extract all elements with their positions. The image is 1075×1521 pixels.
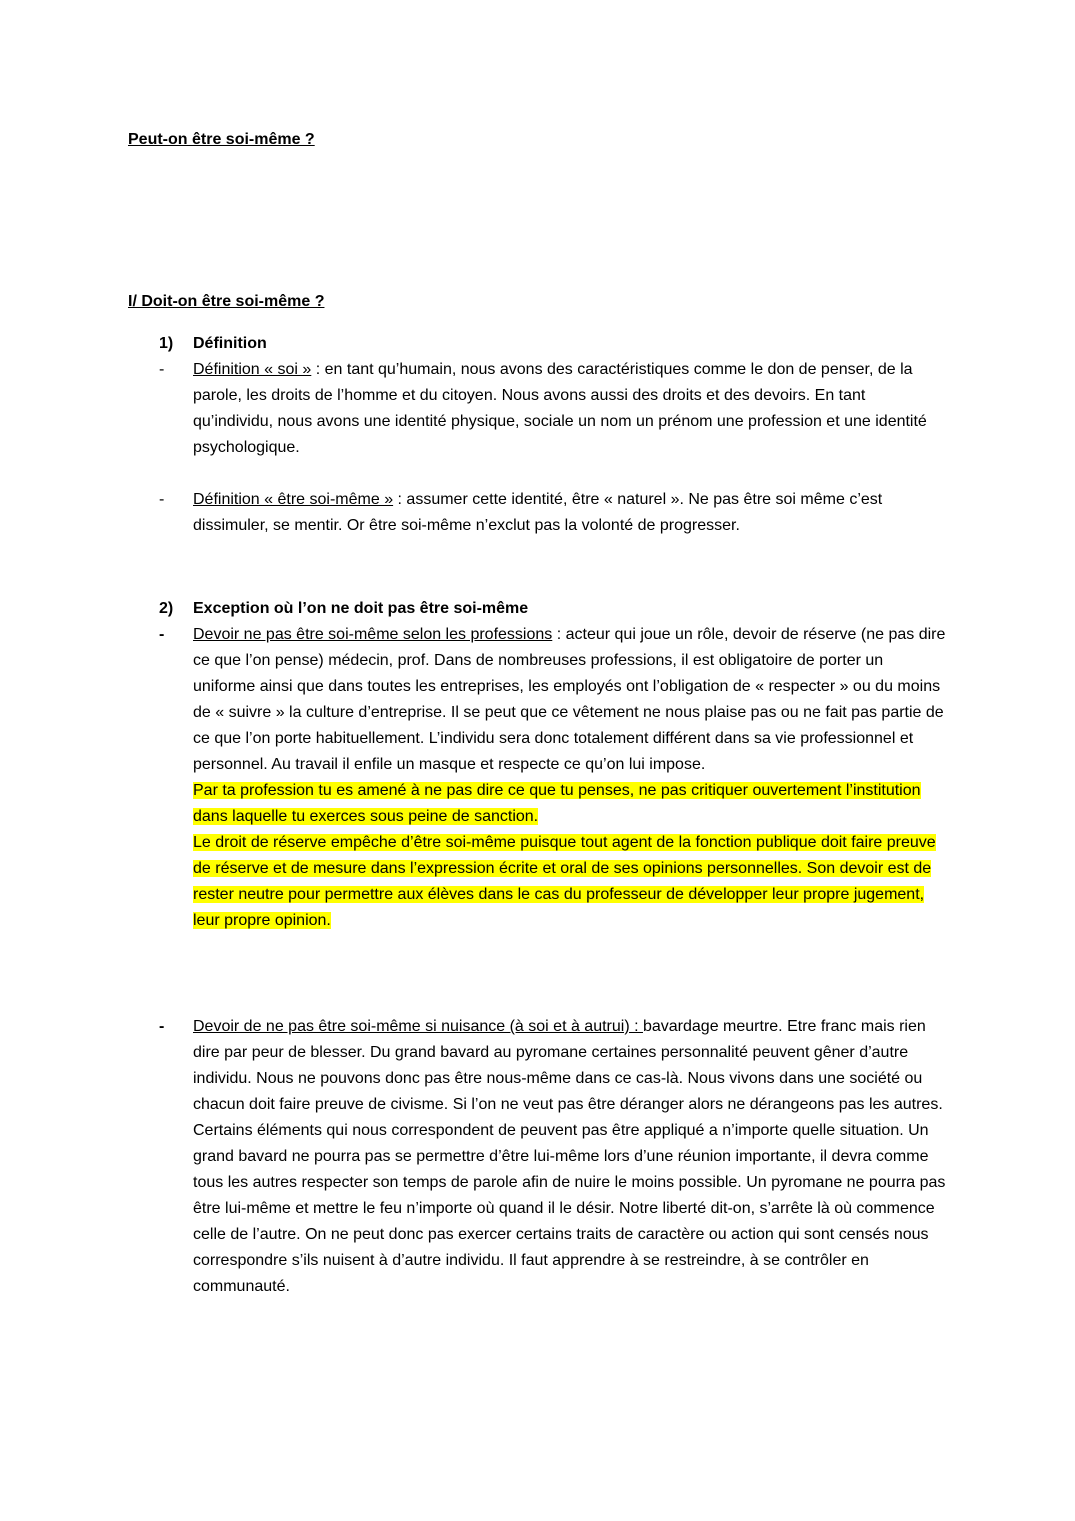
- part-2-item-2: [128, 1014, 948, 1300]
- highlighted-text-2: Le droit de réserve empêche d’être soi-même puisque tout agent de la fonction publique doit faire preuve de réserve et de mesure dans l’expression écrite et oral de ses opinions personnelles. Son devoir est de rester neutre pour permettre aux élèves dans le cas du professeur de développer leur propre jugement, leur propre opinion.: [193, 834, 936, 929]
- item-text: : en tant qu’humain, nous avons des caractéristiques comme le don de penser, de la parole, les droits de l’homme et du citoyen. Nous avons aussi des droits et des devoirs. En tant qu’individu, nous avons une identité physique, sociale un nom un prénom une profession et une identité psychologique.: [193, 361, 927, 456]
- part-1-item-1: [128, 357, 948, 461]
- bullet-dash: -: [159, 361, 165, 378]
- part-2-heading: Exception où l’on ne doit pas être soi-même: [193, 600, 529, 617]
- bullet-dash: -: [159, 1018, 165, 1035]
- part-2: [128, 596, 948, 934]
- item-label: Définition « soi »: [193, 361, 312, 378]
- part-2-second: [128, 1014, 948, 1300]
- item-label: Définition « être soi-même »: [193, 491, 394, 508]
- item-text: : acteur qui joue un rôle, devoir de réserve (ne pas dire ce que l’on pense) médecin, prof. Dans de nombreuses professions, il est obligatoire de porter un uniforme ainsi que dans toutes les entreprises, les employés ont l’obligation de « respecter » ou du moins de « suivre » la culture d’entreprise. Il se peut que ce vêtement ne nous plaise pas ou ne fait pas partie de ce que l’on porte habituellement. L’individu sera donc totalement différent dans sa vie professionnel et personnel. Au travail il enfile un masque et respecte ce qu’on lui impose.: [193, 626, 946, 773]
- bullet-dash: -: [159, 491, 165, 508]
- document-title: Peut-on être soi-même ?: [128, 131, 315, 148]
- spacer: [128, 461, 948, 487]
- part-2-item-1: [128, 622, 948, 934]
- part-2-heading-row: [128, 596, 948, 622]
- part-1-item-2: [128, 487, 948, 539]
- item-label: Devoir de ne pas être soi-même si nuisance (à soi et à autrui) :: [193, 1018, 643, 1035]
- item-text: : assumer cette identité, être « naturel ». Ne pas être soi même c’est dissimuler, se mentir. Or être soi-même n’exclut pas la volonté de progresser.: [193, 491, 883, 534]
- part-1: [128, 331, 948, 539]
- part-1-heading: Définition: [193, 335, 267, 352]
- bullet-dash: -: [159, 626, 165, 643]
- part-2-number: 2): [159, 600, 174, 617]
- part-1-number: 1): [159, 335, 174, 352]
- item-text: bavardage meurtre. Etre franc mais rien dire par peur de blesser. Du grand bavard au pyromane certaines personnalité peuvent gêner d’autre individu. Nous ne pouvons donc pas être nous-même dans ce cas-là. Nous vivons dans une société ou chacun doit faire preuve de civisme. Si l’on ne veut pas être déranger alors ne dérangeons pas les autres. Certains éléments qui nous correspondent de peuvent pas être appliqué a n’importe quelle situation. Un grand bavard ne pourra pas se permettre d’être lui-même lors d’une réunion importante, il devra comme tous les autres respecter son temps de parole afin de nuire le moins possible. Un pyromane ne pourra pas être lui-même et mettre le feu n’importe où quand il le désir. Notre liberté dit-on, s’arrête là où commence celle de l’autre. On ne peut donc pas exercer certains traits de caractère ou action qui sont censés nous correspondre s’ils nuisent à d’autre individu. Il faut apprendre à se restreindre, à se contrôler en communauté.: [193, 1018, 946, 1295]
- item-label: Devoir ne pas être soi-même selon les professions: [193, 626, 553, 643]
- section-title: I/ Doit-on être soi-même ?: [128, 293, 325, 310]
- highlighted-text-1: Par ta profession tu es amené à ne pas dire ce que tu penses, ne pas critiquer ouvertement l’institution dans laquelle tu exerces sous peine de sanction.: [193, 782, 921, 825]
- part-1-heading-row: [128, 331, 948, 357]
